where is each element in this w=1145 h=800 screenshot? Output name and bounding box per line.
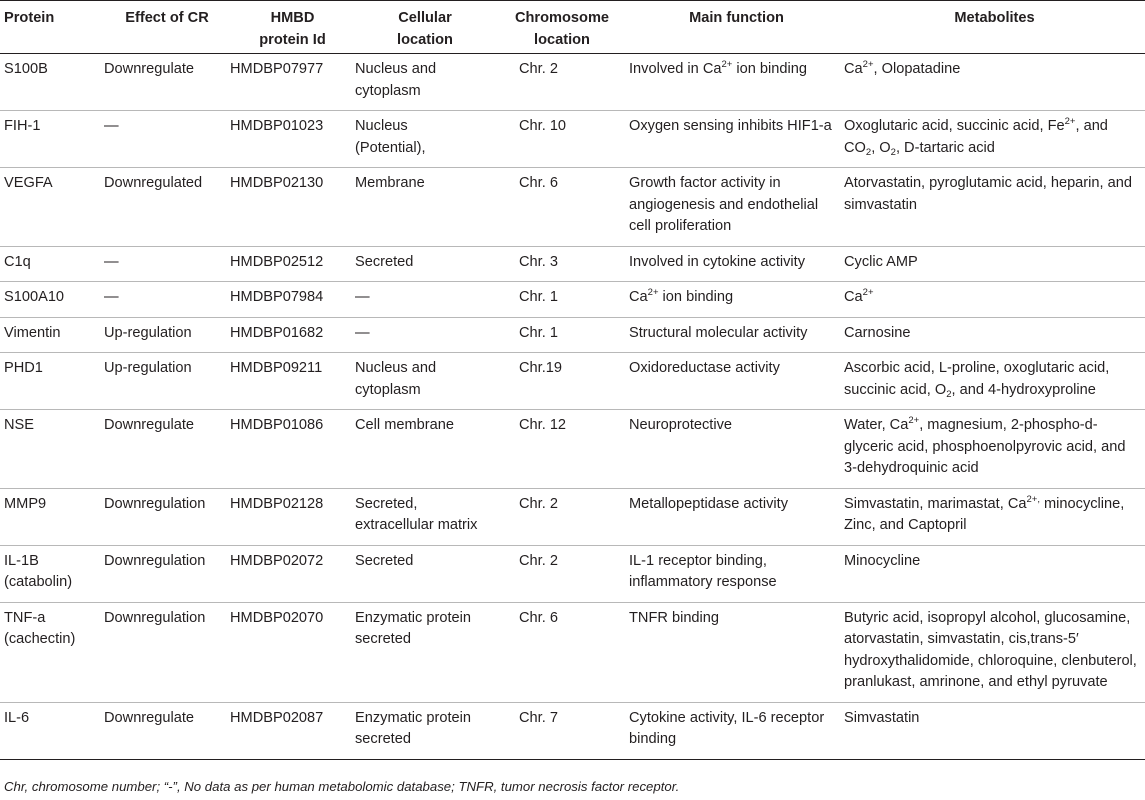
cell-effect-of-cr: Downregulation [104,602,230,702]
cell-protein: IL-6 [0,702,104,759]
cell-effect-of-cr: Downregulate [104,54,230,111]
cell-hmbd-protein-id: HMDBP09211 [230,353,355,410]
cell-main-function: Metallopeptidase activity [629,488,844,545]
header-main-function: Main function [629,1,844,54]
header-chromosome-location: Chromosome location [495,1,629,54]
cell-hmbd-protein-id: HMDBP07984 [230,282,355,318]
cell-effect-of-cr: Downregulate [104,702,230,759]
cell-hmbd-protein-id: HMDBP02130 [230,168,355,247]
cell-cellular-location: Secreted [355,545,495,602]
cell-chromosome-location: Chr. 2 [495,545,629,602]
cell-main-function: Growth factor activity in angiogenesis and endothelial cell proliferation [629,168,844,247]
cell-cellular-location: Cell membrane [355,410,495,489]
cell-effect-of-cr: Up-regulation [104,317,230,353]
cell-hmbd-protein-id: HMDBP02128 [230,488,355,545]
cell-main-function: Structural molecular activity [629,317,844,353]
cell-hmbd-protein-id: HMDBP02072 [230,545,355,602]
cell-protein: TNF-a (cachectin) [0,602,104,702]
cell-chromosome-location: Chr.19 [495,353,629,410]
cell-main-function: Cytokine activity, IL-6 receptor binding [629,702,844,759]
cell-main-function: Neuroprotective [629,410,844,489]
cell-hmbd-protein-id: HMDBP01086 [230,410,355,489]
cell-cellular-location: Enzymatic protein secreted [355,702,495,759]
table-row [0,111,1145,168]
cell-metabolites: Minocycline [844,545,1145,602]
cell-effect-of-cr: — [104,282,230,318]
table-row [0,410,1145,489]
cell-cellular-location: — [355,282,495,318]
cell-metabolites: Butyric acid, isopropyl alcohol, glucosamine, atorvastatin, simvastatin, cis,trans-5′ hydroxythalidomide, chloroquine, clenbuterol, pranlukast, amrinone, and ethyl pyruvate [844,602,1145,702]
header-hmbd-protein-id: HMBD protein Id [230,1,355,54]
cell-main-function: Involved in cytokine activity [629,246,844,282]
cell-metabolites: Oxoglutaric acid, succinic acid, $Fe^{2+}$, and $CO_2$, $O_2$, D-tartaric acid [844,111,1145,168]
table-row [0,353,1145,410]
table-row [0,168,1145,247]
cell-protein: Vimentin [0,317,104,353]
cell-main-function: Oxidoreductase activity [629,353,844,410]
table-row [0,246,1145,282]
header-protein: Protein [0,1,104,54]
cell-chromosome-location: Chr. 2 [495,488,629,545]
cell-protein: PHD1 [0,353,104,410]
cell-protein: VEGFA [0,168,104,247]
cell-hmbd-protein-id: HMDBP02512 [230,246,355,282]
cell-cellular-location: Secreted [355,246,495,282]
cell-chromosome-location: Chr. 6 [495,168,629,247]
cell-hmbd-protein-id: HMDBP02087 [230,702,355,759]
cell-effect-of-cr: — [104,246,230,282]
cell-metabolites: Cyclic AMP [844,246,1145,282]
cell-hmbd-protein-id: HMDBP01682 [230,317,355,353]
cell-metabolites: Simvastatin [844,702,1145,759]
cell-cellular-location: Membrane [355,168,495,247]
header-cellular-location: Cellular location [355,1,495,54]
cell-protein: IL-1B (catabolin) [0,545,104,602]
cell-hmbd-protein-id: HMDBP02070 [230,602,355,702]
table-row [0,702,1145,759]
cell-main-function: TNFR binding [629,602,844,702]
cell-metabolites: Simvastatin, marimastat, $Ca^{2+,}$ minocycline, Zinc, and Captopril [844,488,1145,545]
cell-chromosome-location: Chr. 7 [495,702,629,759]
header-metabolites: Metabolites [844,1,1145,54]
cell-protein: C1q [0,246,104,282]
cell-cellular-location: Enzymatic protein secreted [355,602,495,702]
table-row [0,317,1145,353]
cell-hmbd-protein-id: HMDBP07977 [230,54,355,111]
cell-protein: NSE [0,410,104,489]
cell-cellular-location: Nucleus (Potential), [355,111,495,168]
cell-chromosome-location: Chr. 12 [495,410,629,489]
cell-metabolites: $Ca^{2+}$, Olopatadine [844,54,1145,111]
cell-metabolites: Water, $Ca^{2+}$, magnesium, 2-phospho-d-glyceric acid, phosphoenolpyrovic acid, and 3-dehydroquinic acid [844,410,1145,489]
cell-metabolites: Carnosine [844,317,1145,353]
cell-effect-of-cr: Downregulate [104,410,230,489]
table-footnote: Chr, chromosome number; “-”, No data as per human metabolomic database; TNFR, tumor necrosis factor receptor. [4,779,680,794]
cell-chromosome-location: Chr. 6 [495,602,629,702]
cell-metabolites: Ascorbic acid, L-proline, oxoglutaric acid, succinic acid, $O_2$, and 4-hydroxyproline [844,353,1145,410]
cell-metabolites: Atorvastatin, pyroglutamic acid, heparin, and simvastatin [844,168,1145,247]
table-row [0,54,1145,111]
cell-effect-of-cr: Downregulation [104,545,230,602]
cell-hmbd-protein-id: HMDBP01023 [230,111,355,168]
table-row [0,602,1145,702]
table-header-row [0,1,1145,54]
cell-effect-of-cr: Downregulation [104,488,230,545]
cell-chromosome-location: Chr. 3 [495,246,629,282]
header-effect-of-cr: Effect of CR [104,1,230,54]
cell-chromosome-location: Chr. 1 [495,317,629,353]
cell-cellular-location: Secreted, extracellular matrix [355,488,495,545]
cell-chromosome-location: Chr. 2 [495,54,629,111]
cell-chromosome-location: Chr. 10 [495,111,629,168]
cell-effect-of-cr: Downregulated [104,168,230,247]
cell-protein: S100B [0,54,104,111]
cell-protein: S100A10 [0,282,104,318]
table-row [0,488,1145,545]
cell-main-function: Oxygen sensing inhibits HIF1-a [629,111,844,168]
cell-effect-of-cr: — [104,111,230,168]
cell-effect-of-cr: Up-regulation [104,353,230,410]
cell-main-function: $Ca^{2+}$ ion binding [629,282,844,318]
cell-metabolites: $Ca^{2+}$ [844,282,1145,318]
cell-main-function: Involved in $Ca^{2+}$ ion binding [629,54,844,111]
cell-cellular-location: Nucleus and cytoplasm [355,353,495,410]
cell-main-function: IL-1 receptor binding, inflammatory response [629,545,844,602]
cell-cellular-location: — [355,317,495,353]
table-row [0,545,1145,602]
cell-cellular-location: Nucleus and cytoplasm [355,54,495,111]
table-row [0,282,1145,318]
cell-protein: FIH-1 [0,111,104,168]
cell-protein: MMP9 [0,488,104,545]
cell-chromosome-location: Chr. 1 [495,282,629,318]
